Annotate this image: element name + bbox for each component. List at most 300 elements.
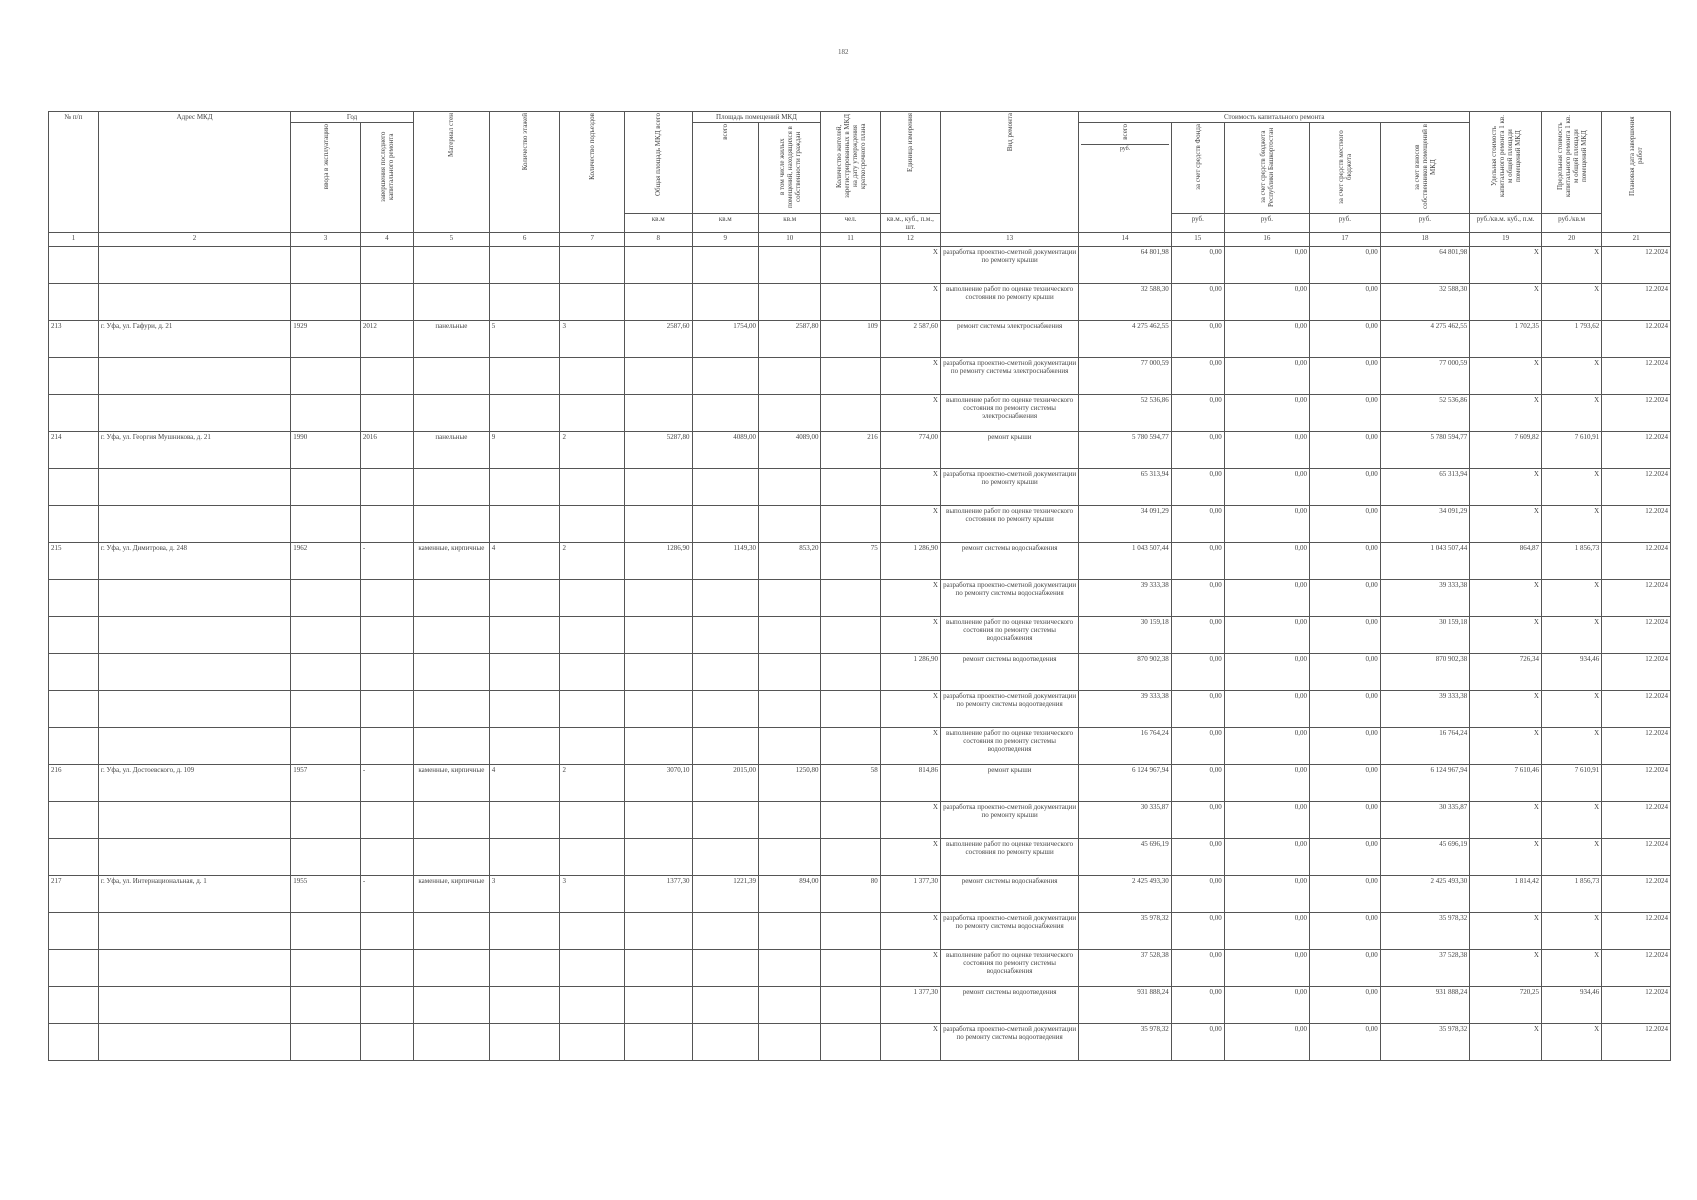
cell-residents: [821, 987, 880, 1024]
cell-floors: [489, 617, 560, 654]
cell-unit-cost: X: [1470, 691, 1542, 728]
cell-row-num: [49, 284, 99, 321]
cell-unit-cost: X: [1470, 284, 1542, 321]
cell-address: [98, 987, 290, 1024]
header-local: за счет средств местного бюджета: [1310, 123, 1381, 214]
cell-floors: [489, 1024, 560, 1061]
cell-year-last-repair: [360, 987, 413, 1024]
cell-year-last-repair: -: [360, 765, 413, 802]
cell-year-last-repair: [360, 395, 413, 432]
cell-max-cost: X: [1541, 358, 1601, 395]
table-row: [49, 654, 1671, 691]
column-number: 14: [1079, 233, 1172, 247]
column-number: 15: [1171, 233, 1224, 247]
unit-owners: руб.: [1380, 214, 1469, 233]
cell-work-type: выполнение работ по оценке технического состояния по ремонту системы электроснабжения: [940, 395, 1078, 432]
column-number: 5: [413, 233, 489, 247]
cell-cost-republic: 0,00: [1224, 506, 1309, 543]
cell-year-commission: [291, 469, 361, 506]
cell-entrances: [560, 1024, 624, 1061]
cell-work-type: ремонт крыши: [940, 765, 1078, 802]
cell-cost-local: 0,00: [1310, 1024, 1381, 1061]
cell-work-type: ремонт системы электроснабжения: [940, 321, 1078, 358]
cell-total-area: 5287,80: [624, 432, 692, 469]
cell-year-commission: [291, 654, 361, 691]
cell-address: [98, 395, 290, 432]
header-year-commission: ввода в эксплуатацию: [291, 123, 361, 233]
cell-work-type: разработка проектно-сметной документации по ремонту крыши: [940, 247, 1078, 284]
table-row: [49, 469, 1671, 506]
cell-address: [98, 913, 290, 950]
cell-cost-local: 0,00: [1310, 654, 1381, 691]
column-number: 7: [560, 233, 624, 247]
cell-unit-cost: X: [1470, 580, 1542, 617]
cell-cost-total: 30 159,18: [1079, 617, 1172, 654]
cell-work-type: разработка проектно-сметной документации по ремонту крыши: [940, 469, 1078, 506]
cell-premises-residential: [759, 654, 821, 691]
cell-floors: [489, 284, 560, 321]
cell-year-last-repair: [360, 617, 413, 654]
table-row: [49, 1024, 1671, 1061]
cell-year-last-repair: [360, 284, 413, 321]
table-header: [49, 112, 1671, 247]
table-row: [49, 691, 1671, 728]
cell-row-num: [49, 691, 99, 728]
cell-cost-owners: 35 978,32: [1380, 913, 1469, 950]
cell-row-num: [49, 839, 99, 876]
cell-deadline: 12.2024: [1602, 987, 1671, 1024]
cell-work-type: ремонт крыши: [940, 432, 1078, 469]
cell-wall-material: [413, 691, 489, 728]
cell-year-last-repair: [360, 358, 413, 395]
column-number: 4: [360, 233, 413, 247]
cell-cost-fund: 0,00: [1171, 284, 1224, 321]
cell-address: [98, 580, 290, 617]
cell-entrances: 2: [560, 543, 624, 580]
cell-unit-cost: X: [1470, 617, 1542, 654]
cell-unit-value: 814,86: [880, 765, 940, 802]
cell-cost-owners: 35 978,32: [1380, 1024, 1469, 1061]
header-unit-cost: Удельная стоимость капитального ремонта 1 кв. м общей площади помещений МКД: [1470, 112, 1542, 214]
cell-total-area: [624, 950, 692, 987]
column-number: 9: [692, 233, 759, 247]
cell-year-commission: [291, 247, 361, 284]
cell-premises-residential: [759, 950, 821, 987]
cell-total-area: 2587,60: [624, 321, 692, 358]
cell-address: [98, 728, 290, 765]
cell-year-last-repair: [360, 469, 413, 506]
cell-premises-residential: 853,20: [759, 543, 821, 580]
table-row: [49, 987, 1671, 1024]
cell-residents: 109: [821, 321, 880, 358]
cell-cost-republic: 0,00: [1224, 950, 1309, 987]
cell-row-num: [49, 913, 99, 950]
column-number: 20: [1541, 233, 1601, 247]
cell-work-type: выполнение работ по оценке технического состояния по ремонту системы водоснабжения: [940, 617, 1078, 654]
cell-cost-total: 6 124 967,94: [1079, 765, 1172, 802]
cell-floors: 9: [489, 432, 560, 469]
cell-year-commission: [291, 580, 361, 617]
column-number: 12: [880, 233, 940, 247]
cell-wall-material: [413, 395, 489, 432]
header-premises-group: Площадь помещений МКД: [692, 112, 821, 123]
header-deadline: Плановая дата завершения работ: [1602, 112, 1671, 233]
cell-floors: [489, 358, 560, 395]
cell-cost-total: 64 801,98: [1079, 247, 1172, 284]
cell-cost-local: 0,00: [1310, 321, 1381, 358]
header-residents: Количество жителей, зарегистрированных в МКД на дату утверждения краткосрочного плана: [821, 112, 880, 214]
unit-max-cost: руб./кв.м: [1541, 214, 1601, 233]
cell-total-area: [624, 284, 692, 321]
column-number: 3: [291, 233, 361, 247]
cell-residents: [821, 802, 880, 839]
cell-cost-republic: 0,00: [1224, 691, 1309, 728]
cell-premises-total: 1754,00: [692, 321, 759, 358]
cell-year-last-repair: [360, 802, 413, 839]
cell-year-commission: 1955: [291, 876, 361, 913]
cell-premises-total: 2015,00: [692, 765, 759, 802]
cell-year-last-repair: -: [360, 543, 413, 580]
cell-unit-value: X: [880, 580, 940, 617]
cell-cost-republic: 0,00: [1224, 765, 1309, 802]
cell-cost-total: 39 333,38: [1079, 580, 1172, 617]
cell-year-last-repair: -: [360, 876, 413, 913]
cell-cost-total: 35 978,32: [1079, 913, 1172, 950]
cell-work-type: разработка проектно-сметной документации по ремонту системы электроснабжения: [940, 358, 1078, 395]
cell-work-type: ремонт системы водоснабжения: [940, 543, 1078, 580]
cell-wall-material: панельные: [413, 321, 489, 358]
header-num: № п/п: [49, 112, 99, 233]
unit-residents: чел.: [821, 214, 880, 233]
cell-cost-total: 5 780 594,77: [1079, 432, 1172, 469]
cell-cost-total: 1 043 507,44: [1079, 543, 1172, 580]
cell-unit-value: X: [880, 691, 940, 728]
cell-cost-republic: 0,00: [1224, 1024, 1309, 1061]
cell-wall-material: [413, 617, 489, 654]
cell-wall-material: [413, 654, 489, 691]
cell-max-cost: X: [1541, 839, 1601, 876]
cell-cost-total: 39 333,38: [1079, 691, 1172, 728]
cell-premises-total: [692, 987, 759, 1024]
cell-max-cost: X: [1541, 580, 1601, 617]
cell-address: [98, 802, 290, 839]
cell-cost-local: 0,00: [1310, 543, 1381, 580]
cell-premises-total: [692, 1024, 759, 1061]
cell-unit-cost: 7 610,46: [1470, 765, 1542, 802]
cell-year-last-repair: [360, 1024, 413, 1061]
cell-total-area: [624, 987, 692, 1024]
header-wall: Материал стен: [413, 112, 489, 233]
cell-residents: [821, 358, 880, 395]
cell-cost-republic: 0,00: [1224, 987, 1309, 1024]
cell-unit-value: 2 587,60: [880, 321, 940, 358]
cell-year-last-repair: [360, 580, 413, 617]
cell-premises-total: [692, 839, 759, 876]
cell-work-type: ремонт системы водоснабжения: [940, 876, 1078, 913]
cell-cost-fund: 0,00: [1171, 1024, 1224, 1061]
unit-republic: руб.: [1224, 214, 1309, 233]
cell-cost-local: 0,00: [1310, 839, 1381, 876]
cell-entrances: [560, 358, 624, 395]
cell-cost-local: 0,00: [1310, 432, 1381, 469]
column-number: 2: [98, 233, 290, 247]
cell-address: г. Уфа, ул. Гафури, д. 21: [98, 321, 290, 358]
cell-residents: [821, 284, 880, 321]
cell-premises-residential: 894,00: [759, 876, 821, 913]
cell-premises-residential: [759, 617, 821, 654]
cell-max-cost: 934,46: [1541, 987, 1601, 1024]
cell-cost-local: 0,00: [1310, 506, 1381, 543]
column-number: 16: [1224, 233, 1309, 247]
cell-cost-owners: 16 764,24: [1380, 728, 1469, 765]
cell-cost-owners: 30 335,87: [1380, 802, 1469, 839]
cell-premises-residential: [759, 506, 821, 543]
cell-floors: [489, 839, 560, 876]
cell-cost-local: 0,00: [1310, 691, 1381, 728]
cell-max-cost: X: [1541, 802, 1601, 839]
cell-deadline: 12.2024: [1602, 321, 1671, 358]
cell-total-area: [624, 1024, 692, 1061]
cell-work-type: разработка проектно-сметной документации по ремонту крыши: [940, 802, 1078, 839]
cell-premises-total: [692, 358, 759, 395]
page-number: 182: [838, 48, 849, 56]
cell-premises-total: [692, 691, 759, 728]
cell-year-commission: 1962: [291, 543, 361, 580]
cell-premises-residential: [759, 358, 821, 395]
cell-cost-local: 0,00: [1310, 580, 1381, 617]
cell-row-num: [49, 506, 99, 543]
cell-entrances: [560, 913, 624, 950]
cell-residents: [821, 1024, 880, 1061]
cell-unit-value: X: [880, 395, 940, 432]
cell-year-commission: [291, 987, 361, 1024]
cell-premises-residential: 4089,00: [759, 432, 821, 469]
cell-unit-value: 774,00: [880, 432, 940, 469]
cell-cost-local: 0,00: [1310, 728, 1381, 765]
cell-premises-residential: [759, 247, 821, 284]
cell-total-area: [624, 691, 692, 728]
cell-unit-value: X: [880, 284, 940, 321]
cell-address: [98, 950, 290, 987]
cell-cost-republic: 0,00: [1224, 358, 1309, 395]
cell-unit-value: X: [880, 617, 940, 654]
cell-residents: 216: [821, 432, 880, 469]
cell-deadline: 12.2024: [1602, 284, 1671, 321]
cell-wall-material: [413, 506, 489, 543]
cell-total-area: 1377,30: [624, 876, 692, 913]
table-row: [49, 802, 1671, 839]
cell-year-commission: [291, 950, 361, 987]
cell-year-last-repair: [360, 950, 413, 987]
cell-wall-material: [413, 802, 489, 839]
cell-premises-residential: [759, 580, 821, 617]
cell-premises-residential: [759, 913, 821, 950]
cell-entrances: [560, 728, 624, 765]
cell-unit-value: X: [880, 839, 940, 876]
cell-year-commission: [291, 395, 361, 432]
cell-cost-total: 2 425 493,30: [1079, 876, 1172, 913]
cell-work-type: выполнение работ по оценке технического состояния по ремонту крыши: [940, 506, 1078, 543]
cell-cost-republic: 0,00: [1224, 876, 1309, 913]
cell-cost-owners: 77 000,59: [1380, 358, 1469, 395]
cell-cost-fund: 0,00: [1171, 950, 1224, 987]
cell-year-commission: [291, 617, 361, 654]
cell-cost-total: 870 902,38: [1079, 654, 1172, 691]
cell-address: [98, 654, 290, 691]
cell-cost-fund: 0,00: [1171, 839, 1224, 876]
cell-entrances: [560, 580, 624, 617]
cell-cost-total: 45 696,19: [1079, 839, 1172, 876]
cell-cost-local: 0,00: [1310, 284, 1381, 321]
cell-floors: [489, 691, 560, 728]
cell-year-commission: [291, 506, 361, 543]
cell-deadline: 12.2024: [1602, 728, 1671, 765]
cell-total-area: [624, 913, 692, 950]
header-cost-group: Стоимость капитального ремонта: [1079, 112, 1470, 123]
cell-year-commission: [291, 913, 361, 950]
cell-year-commission: [291, 284, 361, 321]
cell-unit-cost: 726,34: [1470, 654, 1542, 691]
cell-entrances: [560, 950, 624, 987]
cell-cost-republic: 0,00: [1224, 580, 1309, 617]
table-row: [49, 580, 1671, 617]
cell-row-num: [49, 395, 99, 432]
cell-floors: [489, 802, 560, 839]
cell-max-cost: X: [1541, 913, 1601, 950]
cell-premises-total: [692, 469, 759, 506]
header-unit: Единица измерения: [880, 112, 940, 214]
cell-cost-republic: 0,00: [1224, 284, 1309, 321]
column-number: 8: [624, 233, 692, 247]
cell-row-num: 217: [49, 876, 99, 913]
cell-cost-fund: 0,00: [1171, 580, 1224, 617]
cell-deadline: 12.2024: [1602, 913, 1671, 950]
cell-premises-total: 4089,00: [692, 432, 759, 469]
cell-deadline: 12.2024: [1602, 580, 1671, 617]
cell-residents: [821, 469, 880, 506]
cell-work-type: выполнение работ по оценке технического состояния по ремонту системы водоснабжения: [940, 950, 1078, 987]
cell-unit-value: X: [880, 358, 940, 395]
cell-cost-local: 0,00: [1310, 950, 1381, 987]
cell-year-last-repair: [360, 691, 413, 728]
cell-unit-cost: X: [1470, 1024, 1542, 1061]
cell-cost-fund: 0,00: [1171, 395, 1224, 432]
cell-cost-owners: 4 275 462,55: [1380, 321, 1469, 358]
cell-entrances: [560, 284, 624, 321]
cell-year-commission: [291, 802, 361, 839]
cell-floors: [489, 247, 560, 284]
cell-max-cost: X: [1541, 617, 1601, 654]
table-row: [49, 506, 1671, 543]
cell-unit-cost: X: [1470, 802, 1542, 839]
cell-residents: [821, 839, 880, 876]
cell-row-num: 213: [49, 321, 99, 358]
cell-year-commission: 1957: [291, 765, 361, 802]
cell-cost-fund: 0,00: [1171, 506, 1224, 543]
cell-cost-republic: 0,00: [1224, 543, 1309, 580]
cell-unit-cost: X: [1470, 950, 1542, 987]
cell-cost-owners: 39 333,38: [1380, 580, 1469, 617]
cell-deadline: 12.2024: [1602, 765, 1671, 802]
cell-cost-owners: 6 124 967,94: [1380, 765, 1469, 802]
cell-deadline: 12.2024: [1602, 395, 1671, 432]
unit-local: руб.: [1310, 214, 1381, 233]
header-year-last-repair: завершения последнего капитального ремонта: [360, 123, 413, 233]
cell-residents: [821, 950, 880, 987]
cell-premises-total: [692, 728, 759, 765]
cell-year-last-repair: [360, 913, 413, 950]
cell-premises-total: [692, 284, 759, 321]
column-number: 19: [1470, 233, 1542, 247]
cell-row-num: [49, 617, 99, 654]
cell-cost-local: 0,00: [1310, 913, 1381, 950]
cell-cost-owners: 37 528,38: [1380, 950, 1469, 987]
cell-entrances: 3: [560, 321, 624, 358]
cell-premises-residential: [759, 728, 821, 765]
cell-entrances: [560, 654, 624, 691]
cell-unit-cost: X: [1470, 839, 1542, 876]
cell-cost-republic: 0,00: [1224, 654, 1309, 691]
cell-premises-total: [692, 950, 759, 987]
cell-unit-cost: X: [1470, 247, 1542, 284]
capital-repair-table: [48, 111, 1671, 1061]
cell-unit-cost: X: [1470, 358, 1542, 395]
cell-work-type: выполнение работ по оценке технического состояния по ремонту крыши: [940, 284, 1078, 321]
cell-row-num: [49, 728, 99, 765]
cell-deadline: 12.2024: [1602, 617, 1671, 654]
cell-total-area: [624, 247, 692, 284]
cell-cost-fund: 0,00: [1171, 913, 1224, 950]
unit-cost-total: руб.: [1081, 144, 1169, 153]
cell-floors: [489, 987, 560, 1024]
cell-floors: [489, 913, 560, 950]
cell-total-area: [624, 395, 692, 432]
column-number: 6: [489, 233, 560, 247]
cell-deadline: 12.2024: [1602, 358, 1671, 395]
cell-cost-owners: 65 313,94: [1380, 469, 1469, 506]
cell-premises-total: [692, 506, 759, 543]
cell-cost-fund: 0,00: [1171, 765, 1224, 802]
cell-floors: [489, 950, 560, 987]
cell-residents: [821, 617, 880, 654]
cell-max-cost: X: [1541, 284, 1601, 321]
cell-premises-residential: [759, 839, 821, 876]
cell-address: г. Уфа, ул. Интернациональная, д. 1: [98, 876, 290, 913]
cell-cost-republic: 0,00: [1224, 321, 1309, 358]
cell-row-num: 214: [49, 432, 99, 469]
column-number: 18: [1380, 233, 1469, 247]
cell-unit-value: 1 286,90: [880, 654, 940, 691]
cell-entrances: [560, 987, 624, 1024]
cell-unit-value: X: [880, 728, 940, 765]
table-row: [49, 728, 1671, 765]
header-year-group: Год: [291, 112, 414, 123]
cell-cost-fund: 0,00: [1171, 617, 1224, 654]
cell-premises-residential: [759, 284, 821, 321]
cell-max-cost: X: [1541, 728, 1601, 765]
cell-unit-value: X: [880, 1024, 940, 1061]
cell-entrances: [560, 839, 624, 876]
cell-wall-material: каменные, кирпичные: [413, 876, 489, 913]
cell-cost-owners: 45 696,19: [1380, 839, 1469, 876]
cell-max-cost: 934,46: [1541, 654, 1601, 691]
cell-address: [98, 1024, 290, 1061]
cell-wall-material: [413, 247, 489, 284]
cell-cost-fund: 0,00: [1171, 247, 1224, 284]
cell-cost-republic: 0,00: [1224, 617, 1309, 654]
cell-max-cost: X: [1541, 691, 1601, 728]
cell-entrances: [560, 247, 624, 284]
